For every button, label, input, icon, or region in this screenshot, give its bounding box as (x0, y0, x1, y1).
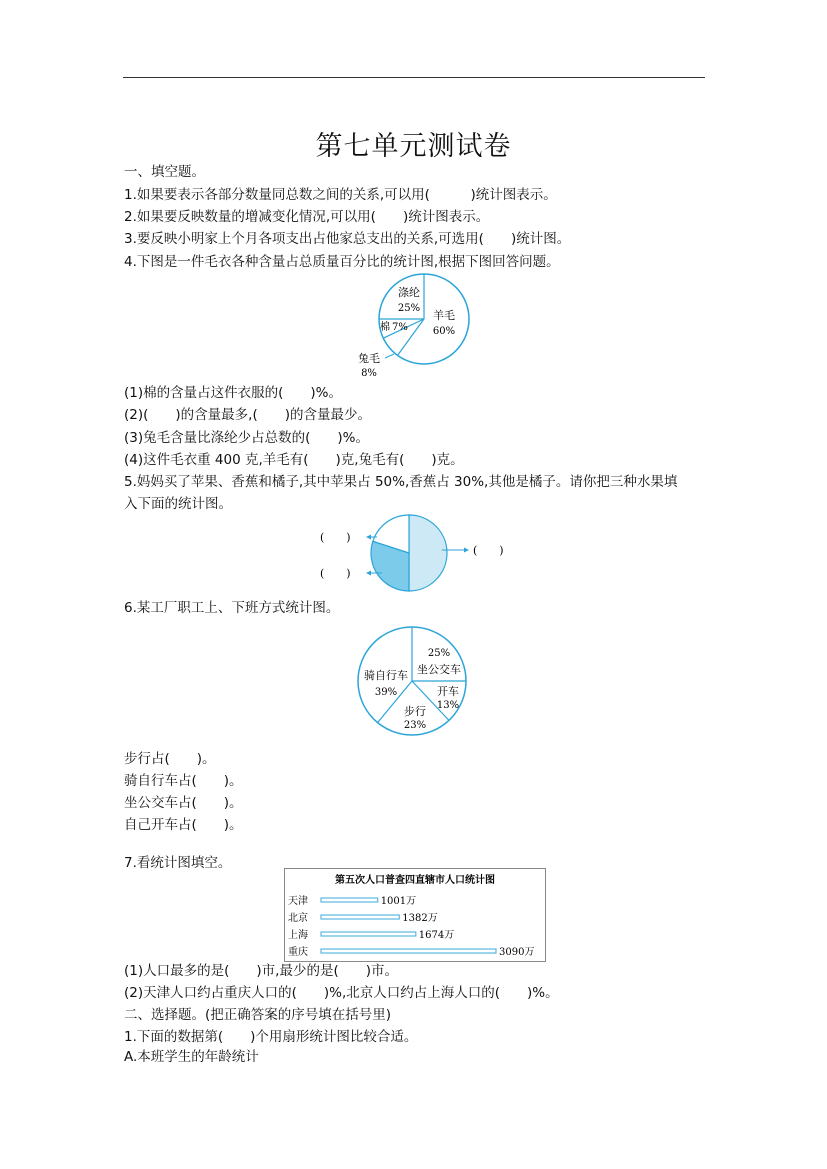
bar (321, 915, 399, 919)
question-4-3: (3)兔毛含量比涤纶少占总数的( )%。 (124, 430, 369, 446)
bar-value-label: 1382万 (402, 913, 438, 924)
question-6-1: 步行占( )。 (124, 751, 216, 767)
arrowhead-right (464, 548, 469, 553)
bar-category-label: 天津 (288, 896, 308, 907)
question-4-2: (2)( )的含量最多,( )的含量最少。 (124, 407, 371, 423)
arrowhead-left-bottom (366, 571, 371, 576)
slice-label-bike: 骑自行车 (364, 669, 408, 682)
slice-value-walk: 23% (403, 720, 427, 731)
bar-chart-svg (285, 869, 545, 961)
question-6-4: 自己开车占( )。 (124, 817, 243, 833)
bar-value-label: 3090万 (499, 947, 535, 958)
bar (321, 898, 378, 902)
slice-label-rabbit: 兔毛 (358, 352, 380, 365)
slice-value-bus: 25% (427, 648, 451, 659)
question-1: 1.如果要表示各部分数量同总数之间的关系,可以用( )统计图表示。 (124, 187, 557, 203)
bar-value-label: 1674万 (418, 930, 455, 941)
slice-label-wool: 羊毛 (433, 309, 455, 322)
bar-category-label: 上海 (288, 930, 308, 941)
bar (321, 932, 416, 936)
slice-label-car: 开车 (437, 685, 459, 698)
option-a: A.本班学生的年龄统计 (124, 1049, 259, 1065)
population-bar-chart (284, 868, 546, 962)
bar-value-label: 1001万 (380, 896, 417, 907)
slice-value-polyester: 25% (397, 303, 421, 314)
question-4-1: (1)棉的含量占这件衣服的( )%。 (124, 385, 342, 401)
question-3: 3.要反映小明家上个月各项支出占他家总支出的关系,可选用( )统计图。 (124, 231, 571, 247)
question-7-1: (1)人口最多的是( )市,最少的是( )市。 (124, 963, 398, 979)
slice-label-cotton: 棉 (380, 322, 390, 333)
fruit-pie-chart (310, 513, 520, 593)
slice-value-wool: 60% (432, 326, 456, 337)
question-5-line2: 入下面的统计图。 (124, 496, 232, 512)
question-7-2: (2)天津人口约占重庆人口的( )%,北京人口约占上海人口的( )%。 (124, 985, 559, 1001)
question-4-4: (4)这件毛衣重 400 克,羊毛有( )克,兔毛有( )克。 (124, 452, 464, 468)
question-4: 4.下图是一件毛衣各种含量占总质量百分比的统计图,根据下图回答问题。 (124, 254, 560, 270)
slice-value-car: 13% (436, 700, 460, 711)
blank-right: ( ) (473, 544, 504, 557)
question-7: 7.看统计图填空。 (124, 855, 232, 871)
arrowhead-left-top (366, 535, 371, 540)
blank-left-bottom: ( ) (320, 567, 351, 580)
leader-line (385, 354, 394, 358)
commute-pie-chart (355, 624, 471, 740)
bar-category-label: 重庆 (288, 947, 308, 958)
header-rule (123, 77, 705, 78)
sweater-pie-chart (345, 270, 485, 382)
section2-heading: 二、选择题。(把正确答案的序号填在括号里) (124, 1007, 392, 1023)
section2-question-1: 1.下面的数据第( )个用扇形统计图比较合适。 (124, 1029, 418, 1045)
slice-value-bike: 39% (374, 687, 398, 698)
slice-label-bus: 坐公交车 (417, 663, 461, 676)
question-2: 2.如果要反映数量的增减变化情况,可以用( )统计图表示。 (124, 209, 490, 225)
question-5-line1: 5.妈妈买了苹果、香蕉和橘子,其中苹果占 50%,香蕉占 30%,其他是橘子。请你把三种水果填 (124, 474, 678, 490)
bar (321, 949, 496, 953)
section1-heading: 一、填空题。 (124, 164, 205, 180)
slice-value-cotton: 7% (392, 322, 408, 333)
slice-value-rabbit: 8% (361, 368, 377, 379)
slice-label-walk: 步行 (404, 705, 426, 718)
bar-category-label: 北京 (288, 913, 308, 924)
question-6-3: 坐公交车占( )。 (124, 795, 243, 811)
blank-left-top: ( ) (320, 531, 351, 544)
page-title: 第七单元测试卷 (315, 131, 512, 162)
slice-label-polyester: 涤纶 (398, 286, 420, 299)
pie-slice (409, 515, 447, 591)
question-6-2: 骑自行车占( )。 (124, 773, 243, 789)
bar-chart-title: 第五次人口普查四直辖市人口统计图 (335, 875, 495, 886)
question-6: 6.某工厂职工上、下班方式统计图。 (124, 600, 340, 616)
